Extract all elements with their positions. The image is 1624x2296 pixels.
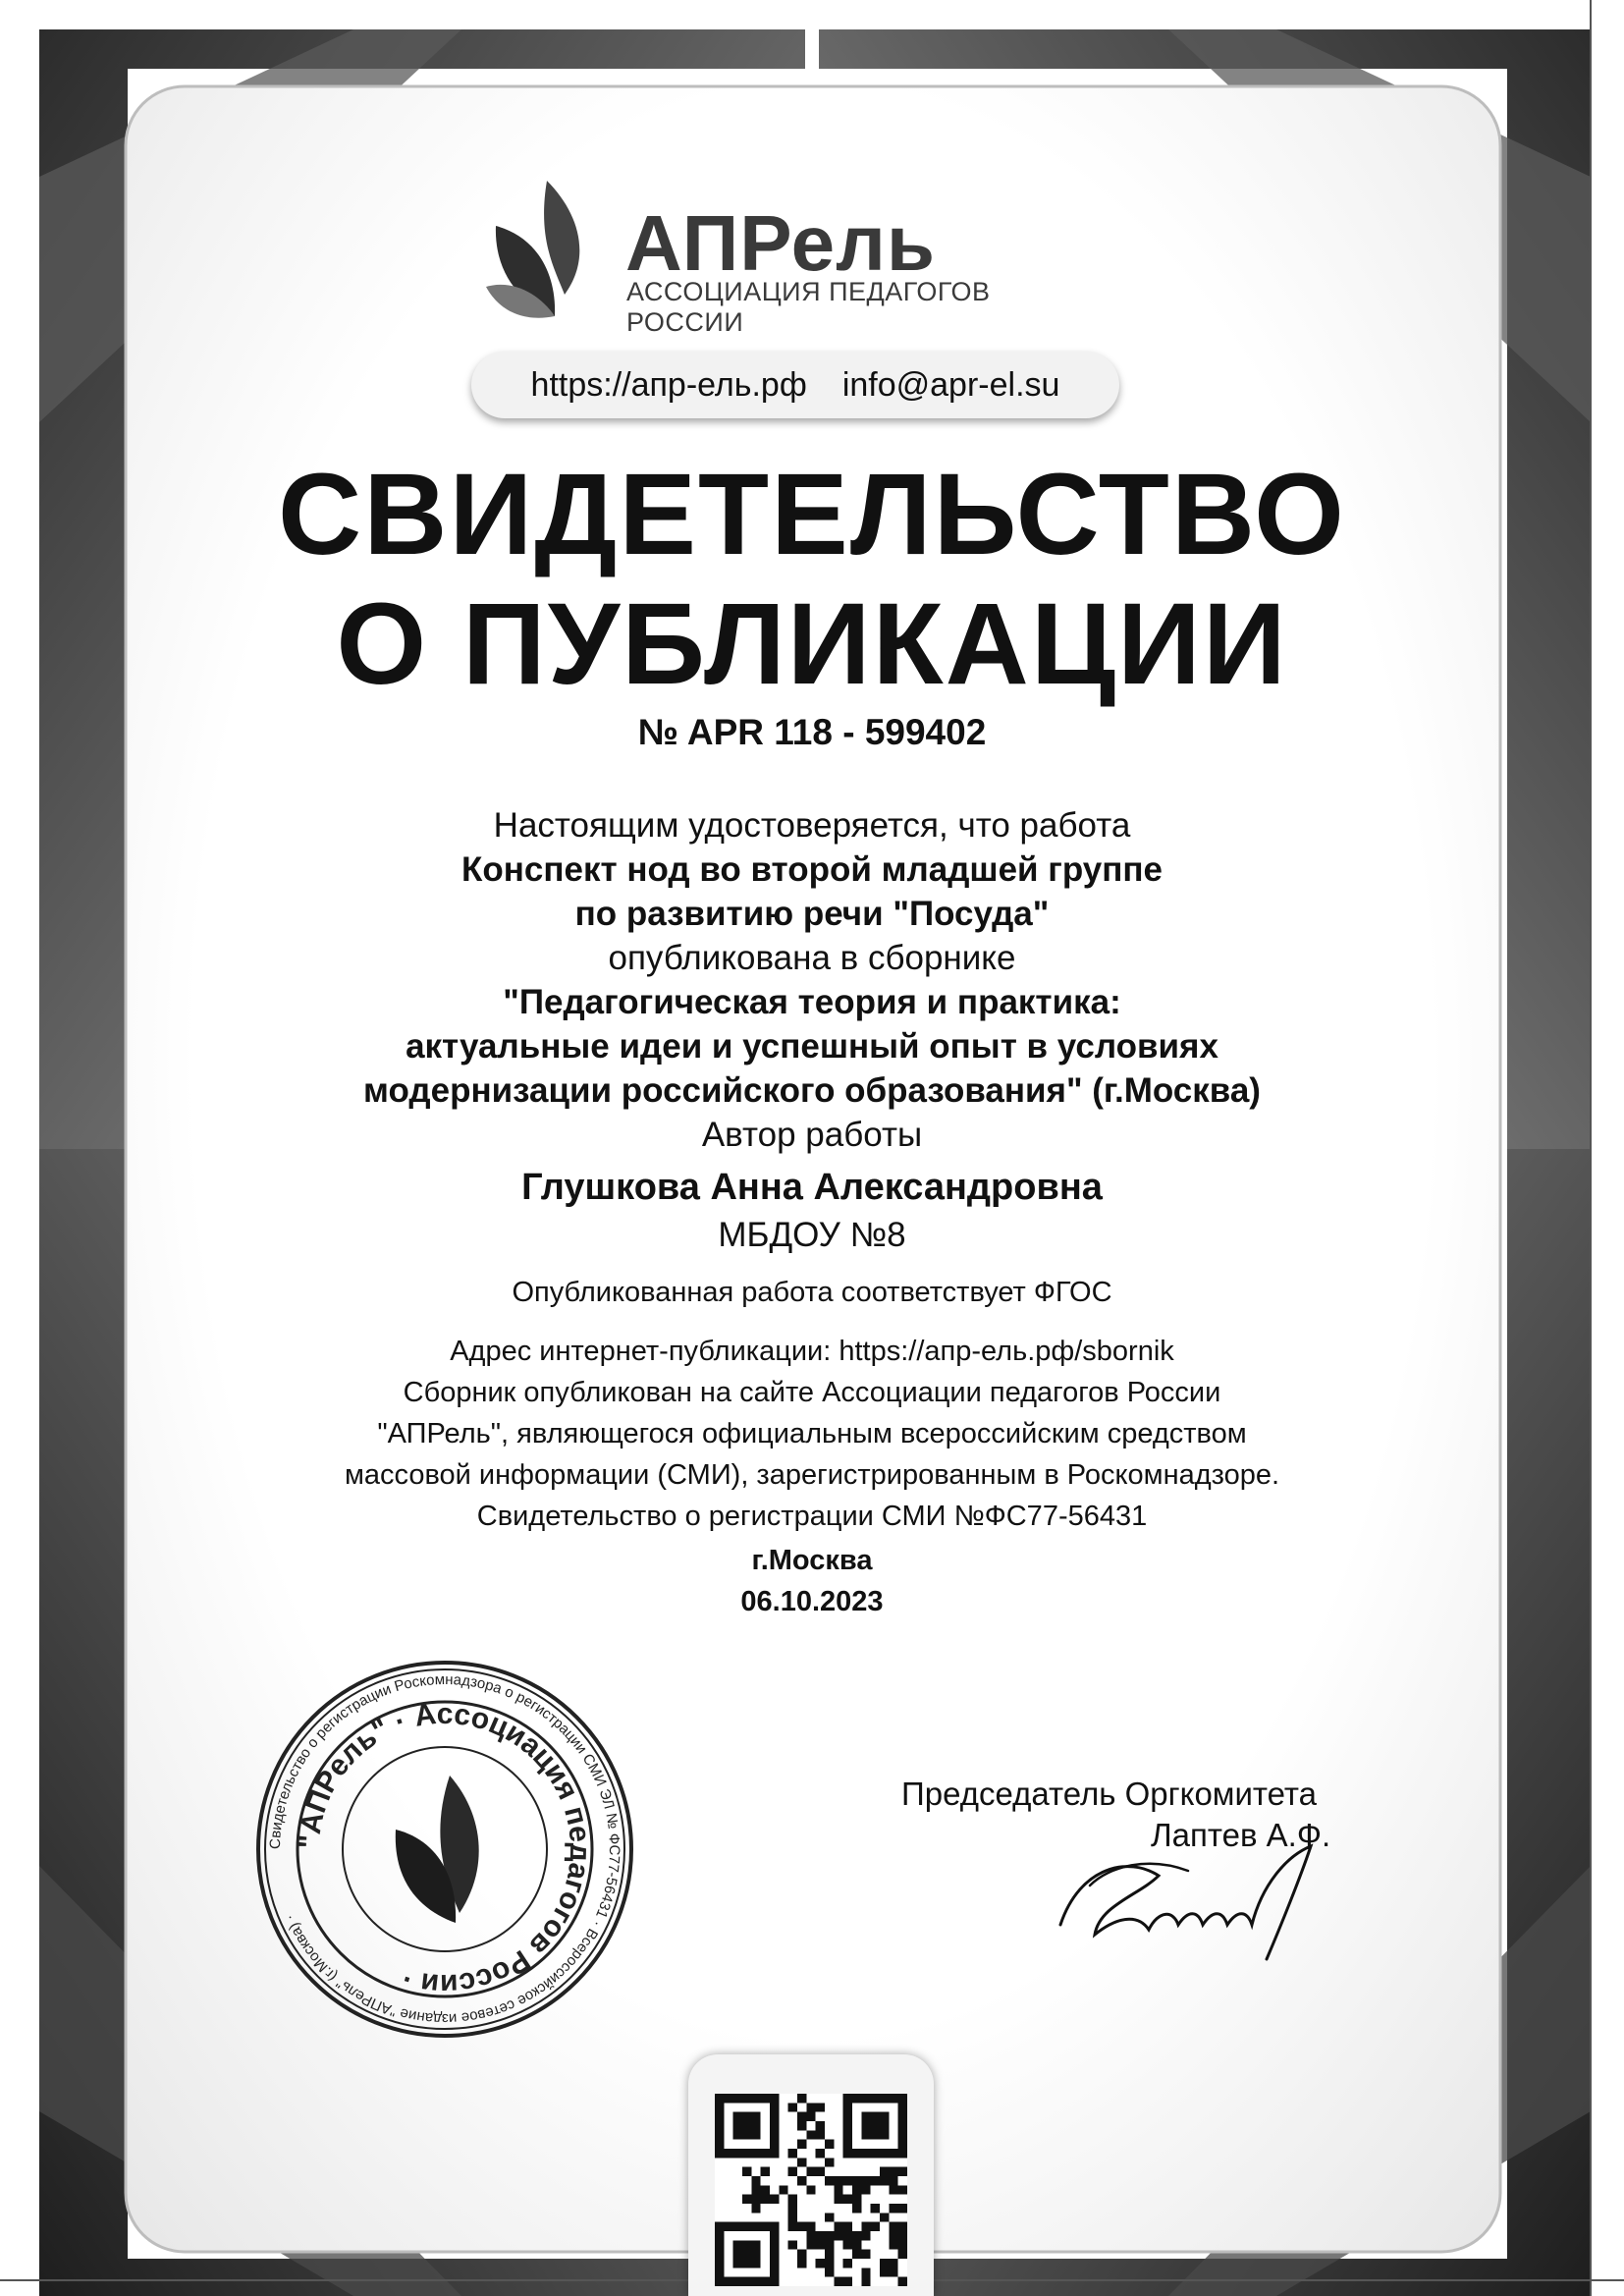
title-line-2: О ПУБЛИКАЦИИ — [336, 579, 1288, 709]
publication-info-line-2: Сборник опубликован на сайте Ассоциации педагогов России — [403, 1377, 1221, 1408]
website-link[interactable]: https://апр-ель.рф — [530, 365, 807, 404]
collection-line-2: актуальные идеи и успешный опыт в условиях — [406, 1027, 1218, 1066]
published-in-text: опубликована в сборнике — [608, 939, 1016, 977]
logo-subtitle: АССОЦИАЦИЯ ПЕДАГОГОВ РОССИИ — [626, 277, 991, 337]
collection-line-3: модернизации российского образования" (г.Москва) — [363, 1071, 1261, 1110]
certificate-title — [0, 450, 1624, 709]
stamp-outer-text: Свидетельство о регистрации Роскомнадзора о регистрации СМИ ЭЛ № ФС77-56431 · Всероссийское сетевое издание "АПРель" (г.Москва) · — [266, 1670, 623, 2028]
intro-text: Настоящим удостоверяется, что работа — [493, 806, 1131, 845]
city: г.Москва — [751, 1545, 873, 1576]
leaf-icon — [486, 179, 604, 326]
author-name: Глушкова Анна Александровна — [521, 1167, 1103, 1208]
qr-panel — [688, 2054, 934, 2296]
chairman-title: Председатель Оргкомитета — [901, 1776, 1318, 1812]
chairman-name: Лаптев А.Ф. — [1151, 1817, 1331, 1853]
organization-name: МБДОУ №8 — [718, 1216, 906, 1254]
publication-info — [0, 1331, 1624, 1537]
contact-bar — [471, 352, 1119, 418]
fgos-note: Опубликованная работа соответствует ФГОС — [512, 1277, 1112, 1308]
publication-address: Адрес интернет-публикации: https://апр-ель.рф/sbornik — [450, 1336, 1174, 1367]
title-line-1: СВИДЕТЕЛЬСТВО — [278, 450, 1346, 579]
email-link[interactable]: info@apr-el.su — [841, 365, 1060, 404]
place-and-date — [0, 1540, 1624, 1622]
association-logo — [486, 179, 1114, 337]
collection-line-1: "Педагогическая теория и практика: — [503, 983, 1121, 1021]
author-label: Автор работы — [701, 1116, 923, 1154]
stamp-inner-text: "АПРель" · Ассоциация педагогов России · — [293, 1697, 597, 2001]
publication-info-line-3: "АПРель", являющегося официальным всероссийским средством — [377, 1418, 1247, 1449]
publication-info-line-4: массовой информации (СМИ), зарегистрированным в Роскомнадзоре. — [344, 1459, 1280, 1491]
certificate-number: № APR 118 - 599402 — [637, 712, 987, 752]
issue-date: 06.10.2023 — [740, 1586, 884, 1617]
work-title-line-2: по развитию речи "Посуда" — [574, 895, 1050, 933]
certificate-body — [0, 803, 1624, 1157]
registration-certificate: Свидетельство о регистрации СМИ №ФС77-56431 — [476, 1501, 1148, 1532]
stamp-leaf-icon — [396, 1776, 479, 1923]
association-stamp — [253, 1658, 636, 2041]
signature — [1041, 1827, 1335, 1974]
logo-name: АПРель — [625, 199, 937, 287]
qr-code[interactable] — [715, 2094, 907, 2286]
work-title-line-1: Конспект нод во второй младшей группе — [461, 850, 1163, 889]
